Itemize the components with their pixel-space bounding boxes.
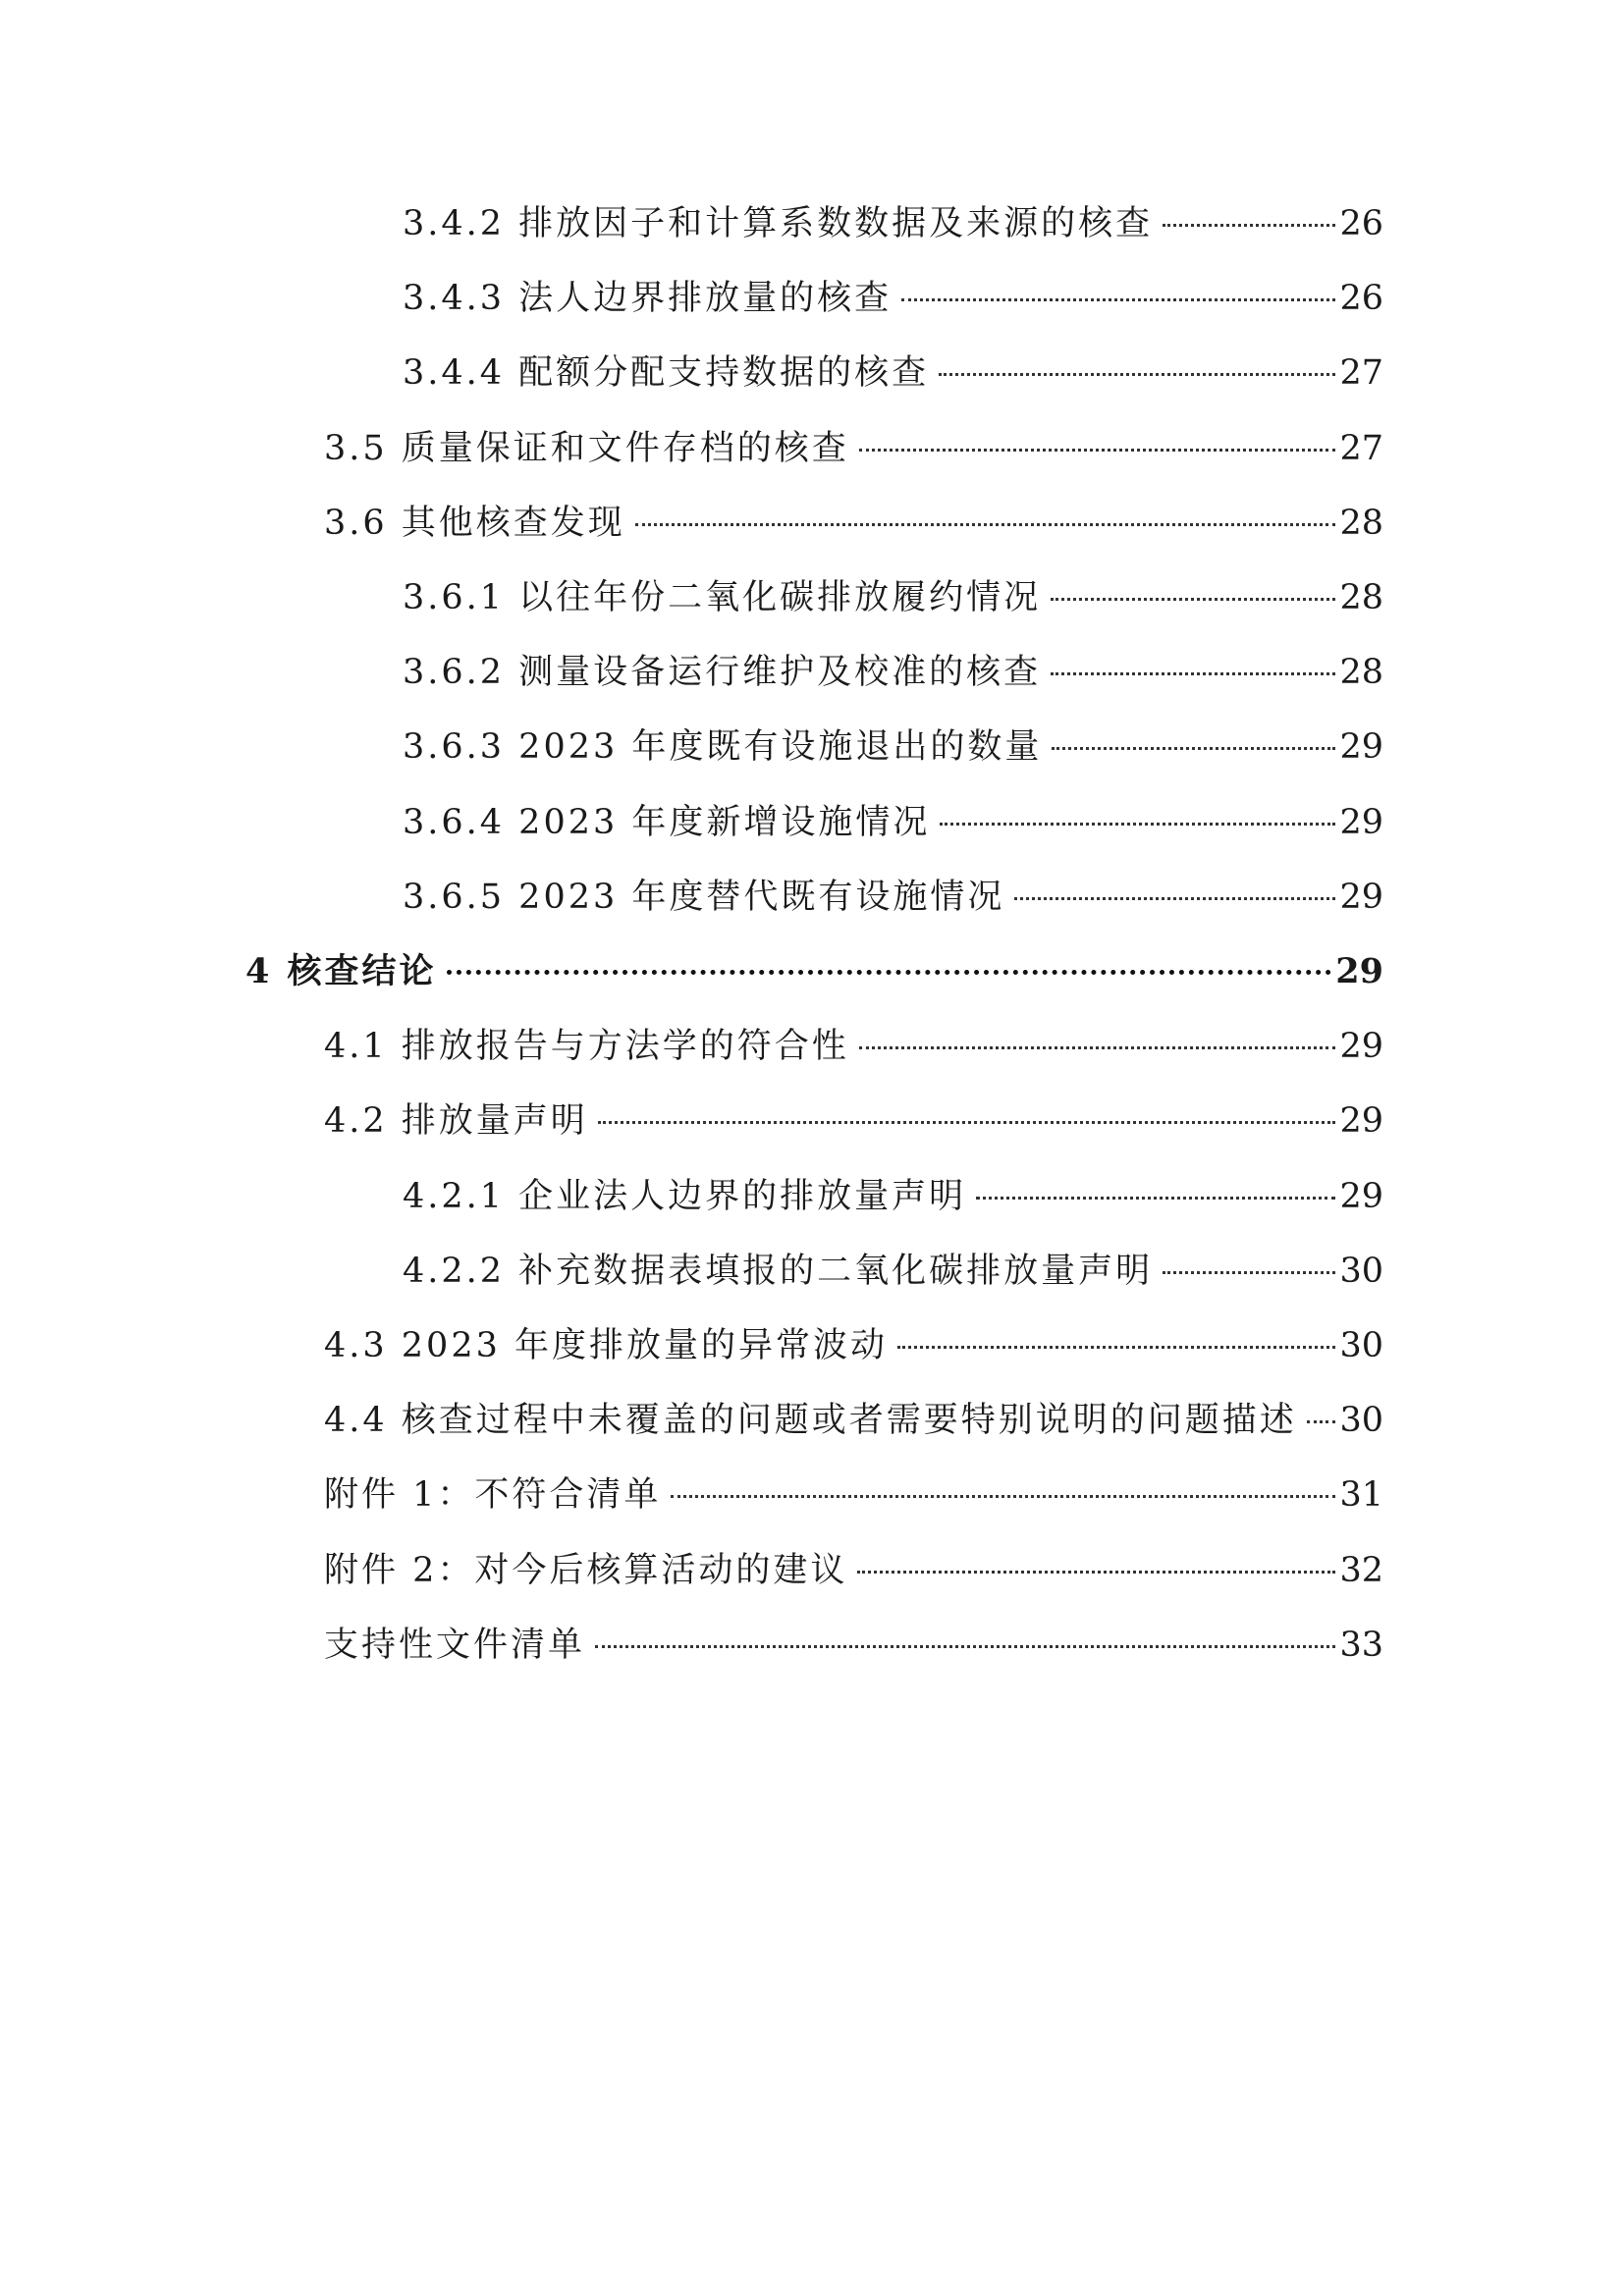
- toc-entry[interactable]: [324, 496, 1383, 545]
- toc-entry-title: 3.6.4 2023 年度新增设施情况: [403, 802, 931, 842]
- toc-dot-leader: [447, 970, 1332, 975]
- toc-dot-leader: [1051, 672, 1335, 675]
- toc-page-number: 26: [1339, 204, 1383, 243]
- toc-entry-title: 3.4.2 排放因子和计算系数数据及来源的核查: [403, 204, 1154, 243]
- toc-entry-title: 4.2.2 补充数据表填报的二氧化碳排放量声明: [403, 1251, 1154, 1291]
- toc-entry-title: 4.1 排放报告与方法学的符合性: [324, 1027, 849, 1067]
- toc-entry-title: 4.3 2023 年度排放量的异常波动: [324, 1326, 888, 1365]
- toc-page-number: 28: [1339, 653, 1383, 693]
- toc-dot-leader: [1014, 897, 1335, 900]
- toc-dot-leader: [1051, 598, 1335, 601]
- toc-entry[interactable]: [403, 346, 1383, 395]
- toc-page-number: 29: [1339, 727, 1383, 768]
- toc-page-number: 30: [1339, 1251, 1383, 1291]
- toc-entry-title: 3.4.3 法人边界排放量的核查: [403, 279, 893, 319]
- toc-dot-leader: [976, 1197, 1335, 1200]
- toc-page-number: 33: [1339, 1625, 1383, 1665]
- toc-dot-leader: [671, 1495, 1335, 1498]
- toc-page-number: 26: [1339, 279, 1383, 319]
- toc-page-number: 29: [1339, 1176, 1383, 1216]
- toc-entry[interactable]: [403, 1244, 1383, 1293]
- toc-entry[interactable]: [324, 1019, 1383, 1068]
- toc-entry-title: 支持性文件清单: [324, 1625, 586, 1665]
- toc-entry-title: 3.4.4 配额分配支持数据的核查: [403, 353, 930, 394]
- toc-entry[interactable]: [403, 570, 1383, 619]
- toc-entry-title: 附件 2：对今后核算活动的建议: [324, 1550, 848, 1590]
- toc-dot-leader: [1307, 1420, 1336, 1423]
- toc-page-number: 29: [1339, 877, 1383, 917]
- toc-entry[interactable]: [324, 1543, 1383, 1592]
- toc-page-number: 29: [1335, 951, 1383, 991]
- toc-entry[interactable]: [324, 1094, 1383, 1143]
- toc-page-number: 30: [1339, 1401, 1383, 1441]
- toc-page-number: 29: [1339, 1101, 1383, 1142]
- toc-page-number: 28: [1339, 503, 1383, 543]
- toc-entry[interactable]: [403, 795, 1383, 844]
- toc-entry[interactable]: [403, 645, 1383, 694]
- toc-dot-leader: [1052, 747, 1335, 750]
- toc-page-number: 27: [1339, 353, 1383, 394]
- toc-entry[interactable]: [245, 944, 1383, 993]
- toc-dot-leader: [1163, 1271, 1335, 1274]
- toc-entry[interactable]: [324, 1468, 1383, 1517]
- toc-page-number: 31: [1339, 1475, 1383, 1516]
- toc-entry[interactable]: [403, 196, 1383, 245]
- toc-entry-title: 3.6 其他核查发现: [324, 503, 625, 543]
- toc-page-number: 28: [1339, 578, 1383, 617]
- toc-entry-title: 3.6.2 测量设备运行维护及校准的核查: [403, 653, 1042, 693]
- toc-dot-leader: [859, 1046, 1336, 1049]
- toc-entry[interactable]: [324, 1393, 1383, 1442]
- toc-dot-leader: [940, 823, 1335, 826]
- toc-dot-leader: [595, 1645, 1335, 1648]
- toc-entry-title: 4 核查结论: [245, 951, 437, 991]
- toc-entry-title: 3.6.1 以往年份二氧化碳排放履约情况: [403, 578, 1042, 617]
- toc-dot-leader: [598, 1121, 1336, 1124]
- toc-entry-title: 4.2.1 企业法人边界的排放量声明: [403, 1176, 967, 1216]
- toc-dot-leader: [857, 1571, 1335, 1574]
- toc-entry[interactable]: [403, 720, 1383, 769]
- toc-entry[interactable]: [324, 1618, 1383, 1667]
- toc-entry-title: 3.6.3 2023 年度既有设施退出的数量: [403, 727, 1043, 768]
- toc-page-number: 29: [1339, 1027, 1383, 1067]
- toc-entry[interactable]: [324, 1318, 1383, 1367]
- toc-entry-title: 3.6.5 2023 年度替代既有设施情况: [403, 877, 1005, 917]
- toc-entry[interactable]: [403, 870, 1383, 919]
- toc-dot-leader: [901, 298, 1335, 301]
- toc-dot-leader: [939, 373, 1335, 376]
- toc-dot-leader: [897, 1346, 1335, 1349]
- toc-dot-leader: [1163, 224, 1335, 227]
- toc-page-number: 32: [1339, 1550, 1383, 1590]
- toc-entry-title: 3.5 质量保证和文件存档的核查: [324, 428, 849, 468]
- toc-dot-leader: [859, 449, 1336, 452]
- toc-entry[interactable]: [324, 421, 1383, 470]
- toc-entry-title: 4.2 排放量声明: [324, 1101, 588, 1142]
- toc-page-number: 27: [1339, 428, 1383, 468]
- toc-dot-leader: [635, 523, 1336, 526]
- toc-entry-title: 附件 1：不符合清单: [324, 1475, 662, 1516]
- toc-page-number: 29: [1339, 802, 1383, 842]
- toc-entry[interactable]: [403, 1169, 1383, 1218]
- toc-page-number: 30: [1339, 1326, 1383, 1365]
- toc-entry-title: 4.4 核查过程中未覆盖的问题或者需要特别说明的问题描述: [324, 1401, 1297, 1441]
- toc-entry[interactable]: [403, 271, 1383, 320]
